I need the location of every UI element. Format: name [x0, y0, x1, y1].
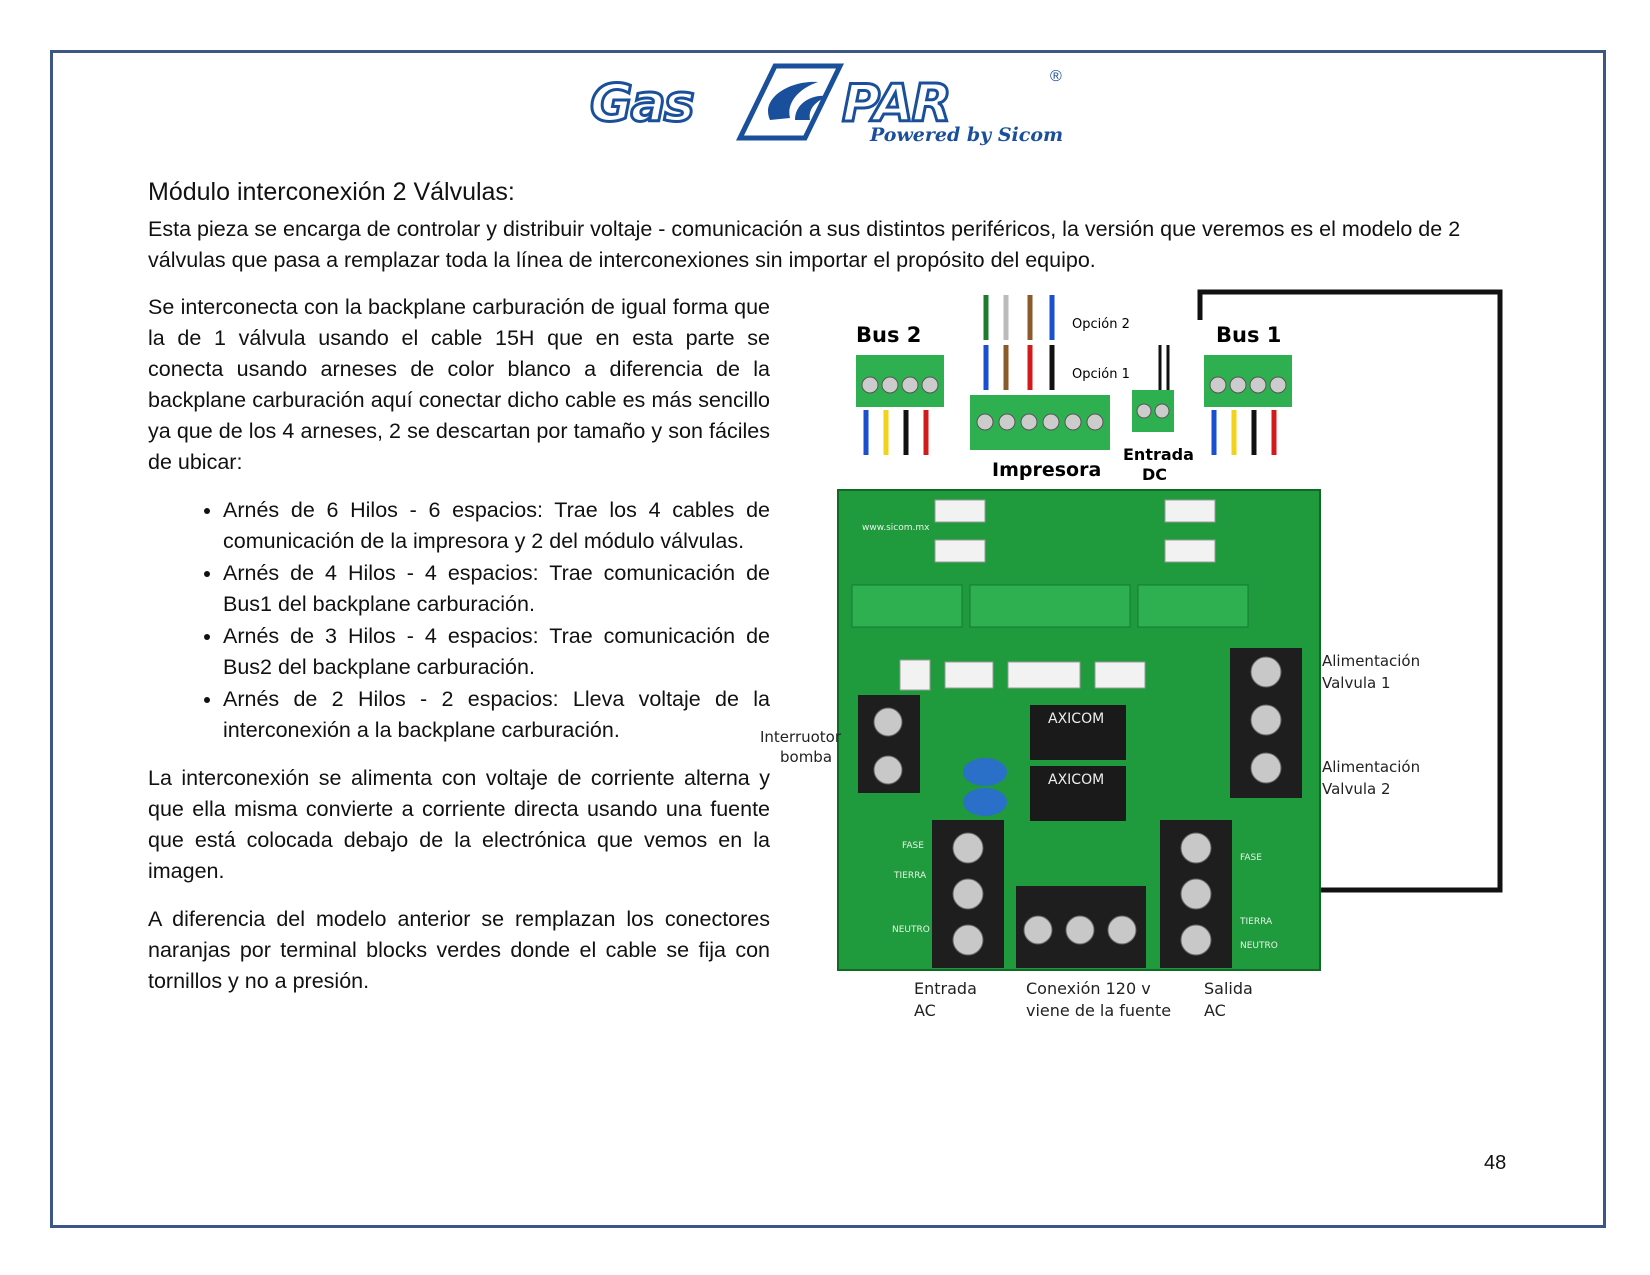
pcb-tierra-r: TIERRA: [1240, 917, 1273, 927]
label-interruptor-2: bomba: [780, 748, 833, 766]
gaspar-logo: [590, 58, 1070, 153]
label-alim1-2: Valvula 1: [1322, 674, 1391, 692]
option1-wires: [986, 345, 1052, 390]
bus2-wires: [866, 410, 926, 455]
pump-switch-terminal: [858, 695, 920, 793]
paragraph-1: Se interconecta con la backplane carburación de igual forma que la de 1 válvula usando el cable 15H que en esta parte se conecta usando arneses de color blanco a diferencia de la backplane carburación aquí conectar dicho cable es más sencillo ya que de los 4 arneses, 2 se descartan por tamaño y son fáciles de ubicar:: [148, 295, 770, 474]
page-number: 48: [1484, 1152, 1507, 1174]
label-conexion-2: viene de la fuente: [1026, 1001, 1172, 1020]
logo-text-gas: Gas: [590, 74, 693, 134]
label-salida-ac-2: AC: [1204, 1001, 1226, 1020]
list-item: • Arnés de 6 Hilos - 6 espacios: Trae los 4 cables de comunicación de la impresora y 2 del módulo válvulas.: [223, 495, 770, 557]
pcb-neutro: NEUTRO: [892, 925, 930, 935]
relay-2-brand: AXICOM: [1048, 772, 1105, 788]
interconnection-board-diagram: [760, 300, 1520, 1100]
paragraph-2: La interconexión se alimenta con voltaje de corriente alterna y que ella misma convierte a corriente directa usando una fuente que está colocada debajo de la electrónica que vemos en la imagen.: [148, 766, 770, 883]
paragraph-3: A diferencia del modelo anterior se remplazan los conectores naranjas por terminal blocks verdes donde el cable se fija con tornillos y no a presión.: [148, 907, 770, 993]
dc-wires: [1160, 345, 1168, 390]
section-title: Módulo interconexión 2 Válvulas:: [148, 178, 515, 206]
label-bus1: Bus 1: [1216, 323, 1282, 347]
list-item: • Arnés de 2 Hilos - 2 espacios: Lleva voltaje de la interconexión a la backplane carburación.: [223, 684, 770, 746]
list-item: • Arnés de 4 Hilos - 4 espacios: Trae comunicación de Bus1 del backplane carburación.: [223, 558, 770, 620]
label-alim2-1: Alimentación: [1322, 758, 1421, 776]
label-opcion1: Opción 1: [1072, 367, 1130, 382]
pcb-web: www.sicom.mx: [862, 523, 930, 533]
label-alim2-2: Valvula 2: [1322, 780, 1391, 798]
ac-input-terminal: [932, 820, 1004, 968]
label-opcion2: Opción 2: [1072, 317, 1130, 332]
label-conexion-1: Conexión 120 v: [1026, 979, 1151, 998]
label-alim1-1: Alimentación: [1322, 652, 1421, 670]
label-entrada-dc-1: Entrada: [1123, 445, 1194, 464]
valve-power-terminal: [1230, 648, 1302, 798]
pcb-neutro-r: NEUTRO: [1240, 941, 1278, 951]
label-salida-ac-1: Salida: [1204, 979, 1253, 998]
bus1-wires: [1214, 410, 1274, 455]
label-interruptor-1: Interruotor: [760, 728, 842, 746]
list-item: • Arnés de 3 Hilos - 4 espacios: Trae comunicación de Bus2 del backplane carburación.: [223, 621, 770, 683]
logo-tagline: Powered by Sicom: [870, 124, 1064, 146]
capacitor-2: [963, 788, 1007, 816]
pcb-tierra: TIERRA: [894, 871, 927, 881]
pcb-fase-r: FASE: [1240, 853, 1262, 863]
registered-mark: ®: [1050, 68, 1062, 85]
harness-list: [148, 495, 770, 746]
intro-paragraph: Esta pieza se encarga de controlar y distribuir voltaje - comunicación a sus distintos periféricos, la versión que veremos es el modelo de 2 válvulas que pasa a remplazar toda la línea de interconexiones sin importar el propósito del equipo.: [148, 217, 1461, 272]
ac-output-terminal: [1160, 820, 1232, 968]
option2-wires: [986, 295, 1052, 340]
green-header-row: [852, 585, 1248, 627]
label-impresora: Impresora: [992, 459, 1102, 481]
left-column: [148, 292, 770, 1014]
label-entrada-dc-2: DC: [1142, 465, 1168, 484]
pcb-fase: FASE: [902, 841, 924, 851]
label-entrada-ac-1: Entrada: [914, 979, 977, 998]
logo-text-par: PAR: [842, 74, 950, 134]
source-120v-terminal: [1016, 886, 1146, 968]
label-entrada-ac-2: AC: [914, 1001, 936, 1020]
capacitor-1: [963, 758, 1007, 786]
relay-1-brand: AXICOM: [1048, 711, 1105, 727]
label-bus2: Bus 2: [856, 323, 922, 347]
